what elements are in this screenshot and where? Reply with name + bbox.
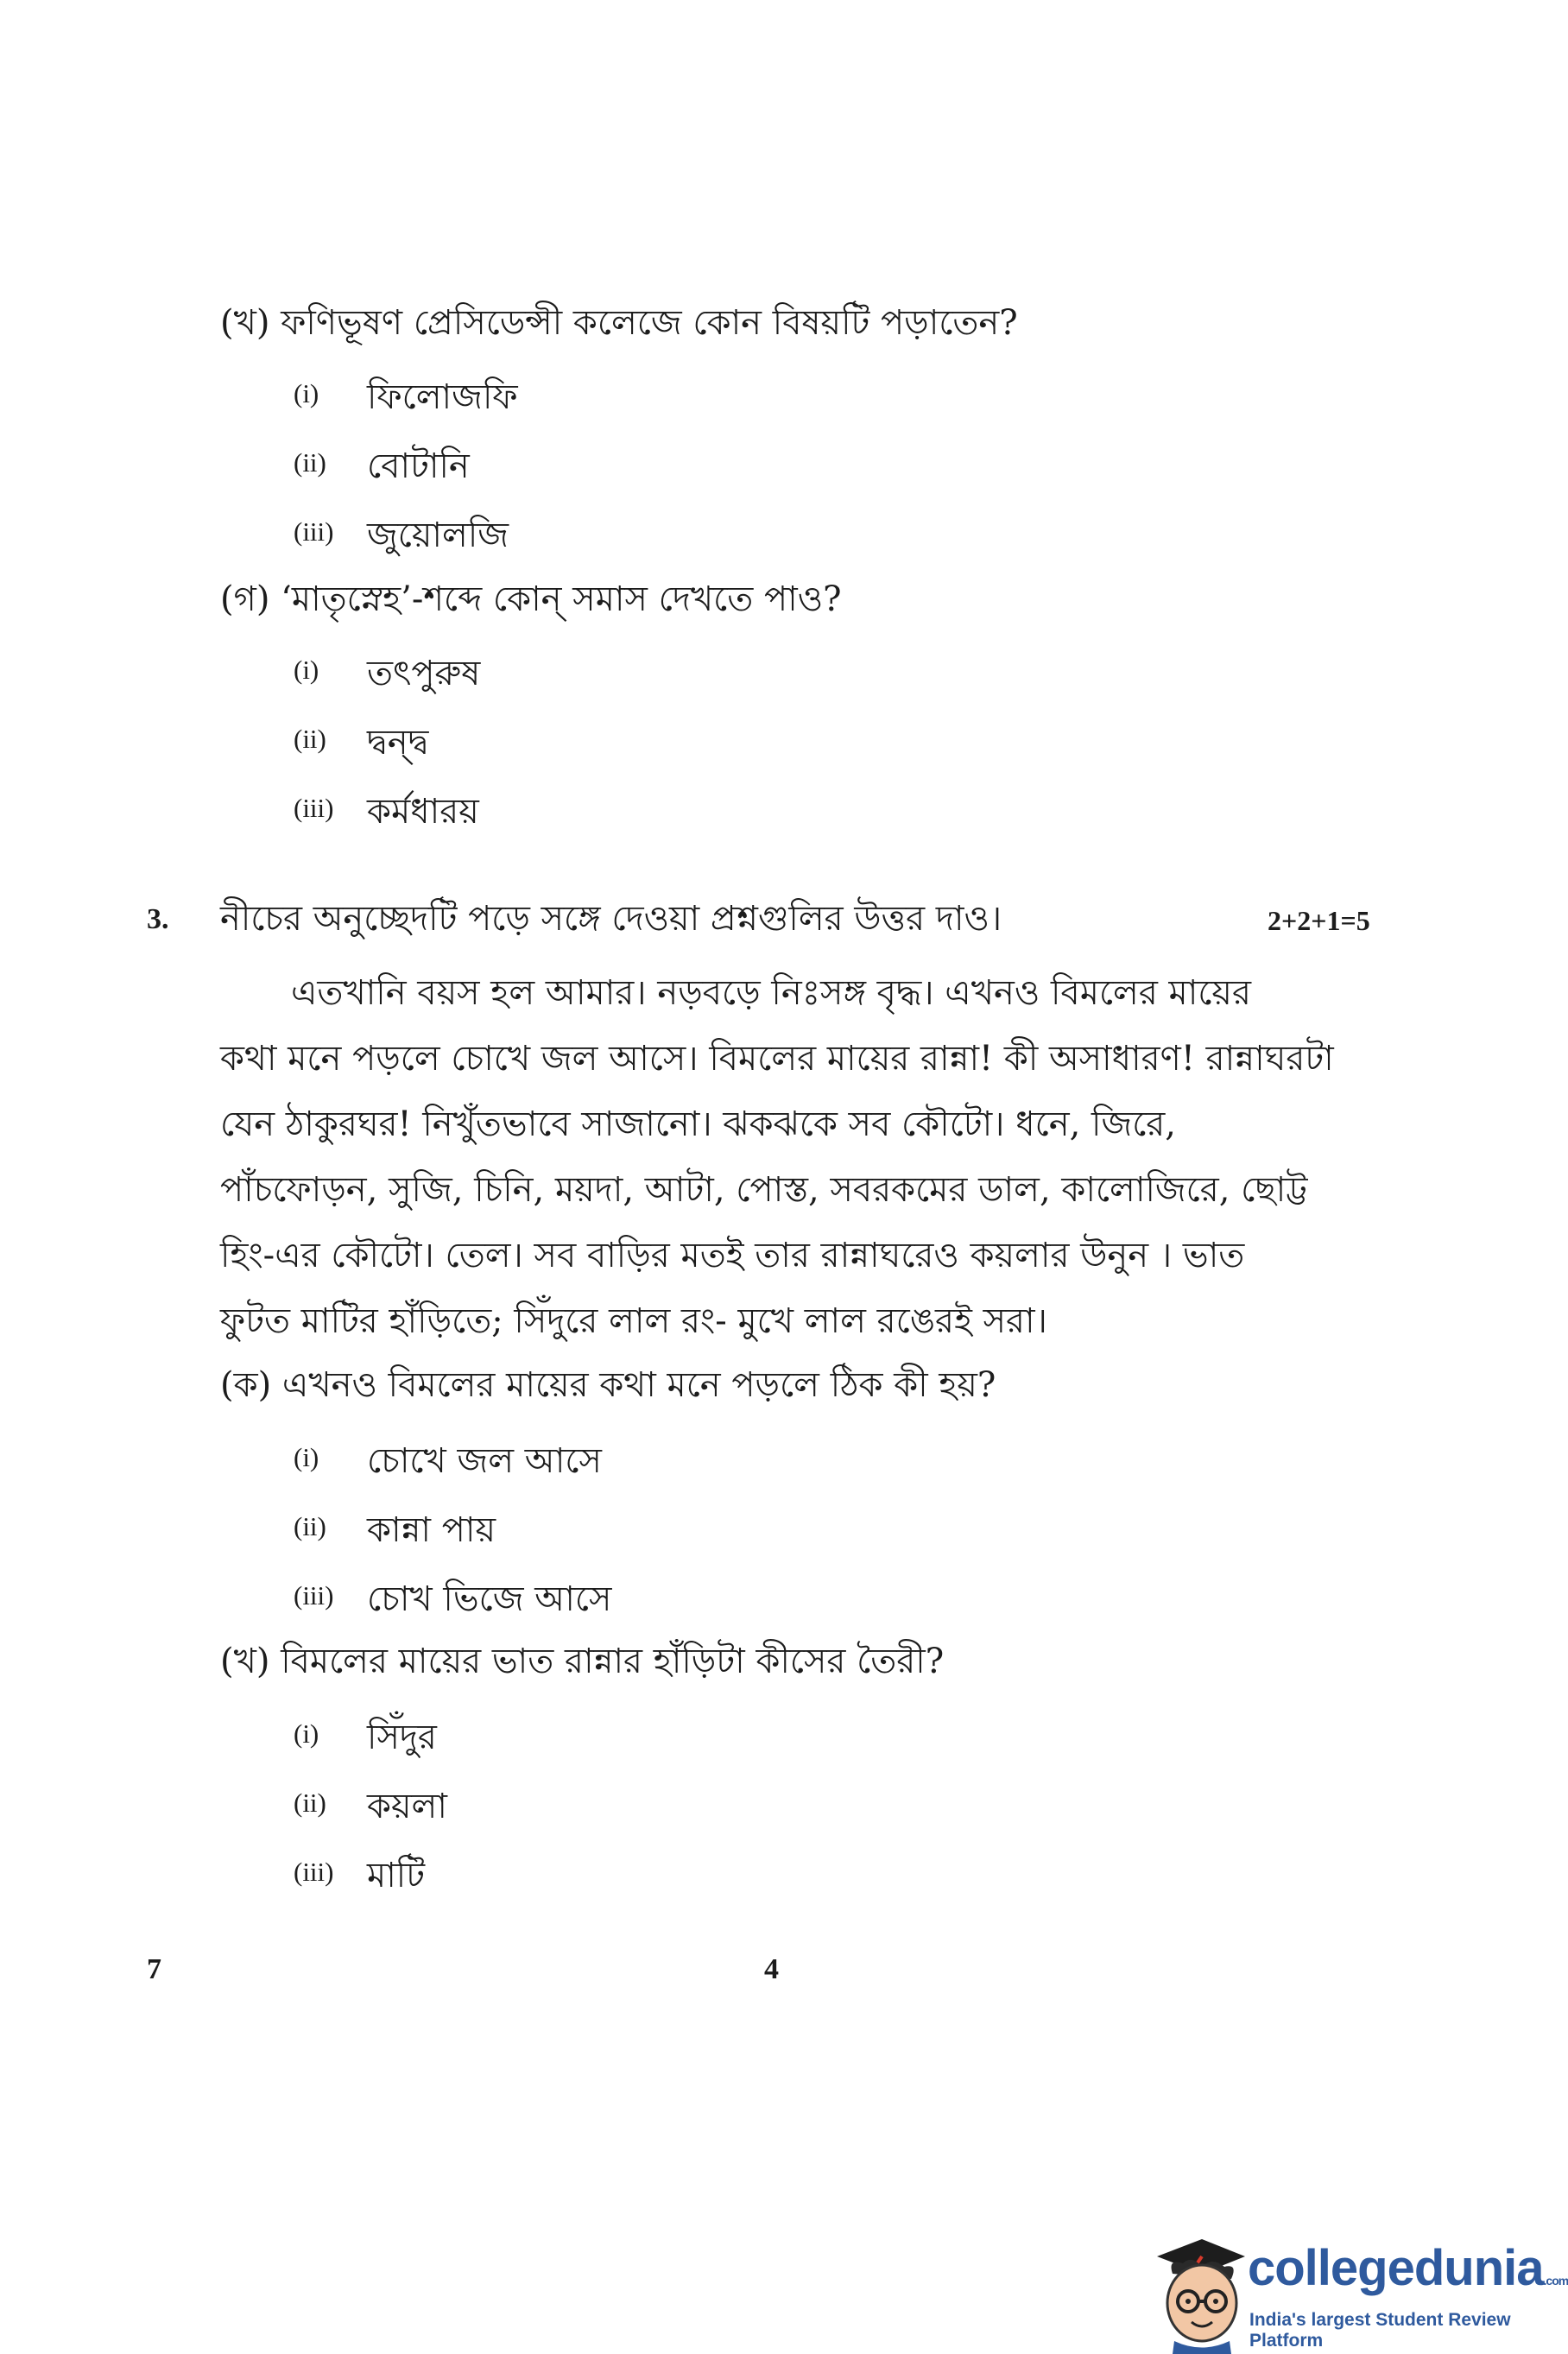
paper-code: 7 (147, 1953, 161, 1985)
q3-marks: 2+2+1=5 (1268, 905, 1370, 936)
option-text: মাটি (367, 1856, 426, 1895)
option-text: তৎপুরুষ (367, 654, 481, 693)
option-text: কয়লা (367, 1787, 447, 1826)
option-text: ফিলোজফি (367, 377, 518, 417)
passage-line: কথা মনে পড়লে চোখে জল আসে। বিমলের মায়ের রান্না! কী অসাধারণ! রান্নাঘরটা (220, 1039, 1334, 1079)
page-number: 4 (764, 1953, 779, 1985)
option-number: (iii) (294, 1580, 334, 1610)
option-number: (iii) (294, 793, 334, 823)
option-number: (ii) (294, 1511, 326, 1541)
graduate-mascot-icon (1148, 2232, 1252, 2354)
option-number: (ii) (294, 724, 326, 754)
option-number: (i) (294, 655, 319, 685)
option-text: কান্না পায় (367, 1510, 496, 1550)
q2-kha-question: (খ) ফণিভূষণ প্রেসিডেন্সী কলেজে কোন বিষয়টি পড়াতেন? (220, 303, 1018, 343)
option-text: চোখে জল আসে (367, 1441, 602, 1481)
option-number: (i) (294, 378, 319, 408)
option-text: জুয়োলজি (367, 516, 509, 555)
brand-tagline: India's largest Student Review Platform (1249, 2310, 1511, 2351)
q3-kha-question: (খ) বিমলের মায়ের ভাত রান্নার হাঁড়িটা কীসের তৈরী? (220, 1642, 945, 1681)
passage-line: ফুটত মাটির হাঁড়িতে; সিঁদুরে লাল রং- মুখে লাল রঙেরই সরা। (220, 1301, 1047, 1341)
collegedunia-logo (1144, 2232, 1568, 2354)
option-number: (ii) (294, 1788, 326, 1818)
q3-passage (220, 960, 1334, 1354)
option-number: (iii) (294, 1857, 334, 1887)
option-text: কর্মধারয় (367, 792, 479, 832)
option-text: বোটানি (367, 446, 470, 486)
option-number: (i) (294, 1442, 319, 1472)
q2-ga-question: (গ) ‘মাতৃস্নেহ’-শব্দে কোন্ সমাস দেখতে পাও? (220, 579, 842, 619)
q3-number: 3. (147, 903, 169, 935)
option-number: (ii) (294, 447, 326, 478)
passage-line: হিং-এর কৌটো। তেল। সব বাড়ির মতই তার রান্নাঘরেও কয়লার উনুন । ভাত (220, 1236, 1245, 1275)
q3-instruction: নীচের অনুচ্ছেদটি পড়ে সঙ্গে দেওয়া প্রশ্নগুলির উত্তর দাও। (220, 899, 1002, 939)
q3-ka-question: (ক) এখনও বিমলের মায়ের কথা মনে পড়লে ঠিক কী হয়? (220, 1365, 996, 1405)
option-text: চোখ ভিজে আসে (367, 1579, 612, 1619)
brand-suffix: .com (1543, 2274, 1568, 2288)
option-text: দ্বন্দ্ব (367, 723, 429, 763)
option-number: (i) (294, 1718, 319, 1749)
passage-line: এতখানি বয়স হল আমার। নড়বড়ে নিঃসঙ্গ বৃদ্ধ। এখনও বিমলের মায়ের (291, 973, 1251, 1013)
brand-name: collegedunia (1248, 2240, 1544, 2296)
option-text: সিঁদুর (367, 1718, 437, 1757)
passage-line: পাঁচফোড়ন, সুজি, চিনি, ময়দা, আটা, পোস্ত, সবরকমের ডাল, কালোজিরে, ছোট্ট (220, 1170, 1308, 1210)
passage-line: যেন ঠাকুরঘর! নিখুঁতভাবে সাজানো। ঝকঝকে সব কৌটো। ধনে, জিরে, (220, 1104, 1177, 1144)
option-number: (iii) (294, 516, 334, 547)
